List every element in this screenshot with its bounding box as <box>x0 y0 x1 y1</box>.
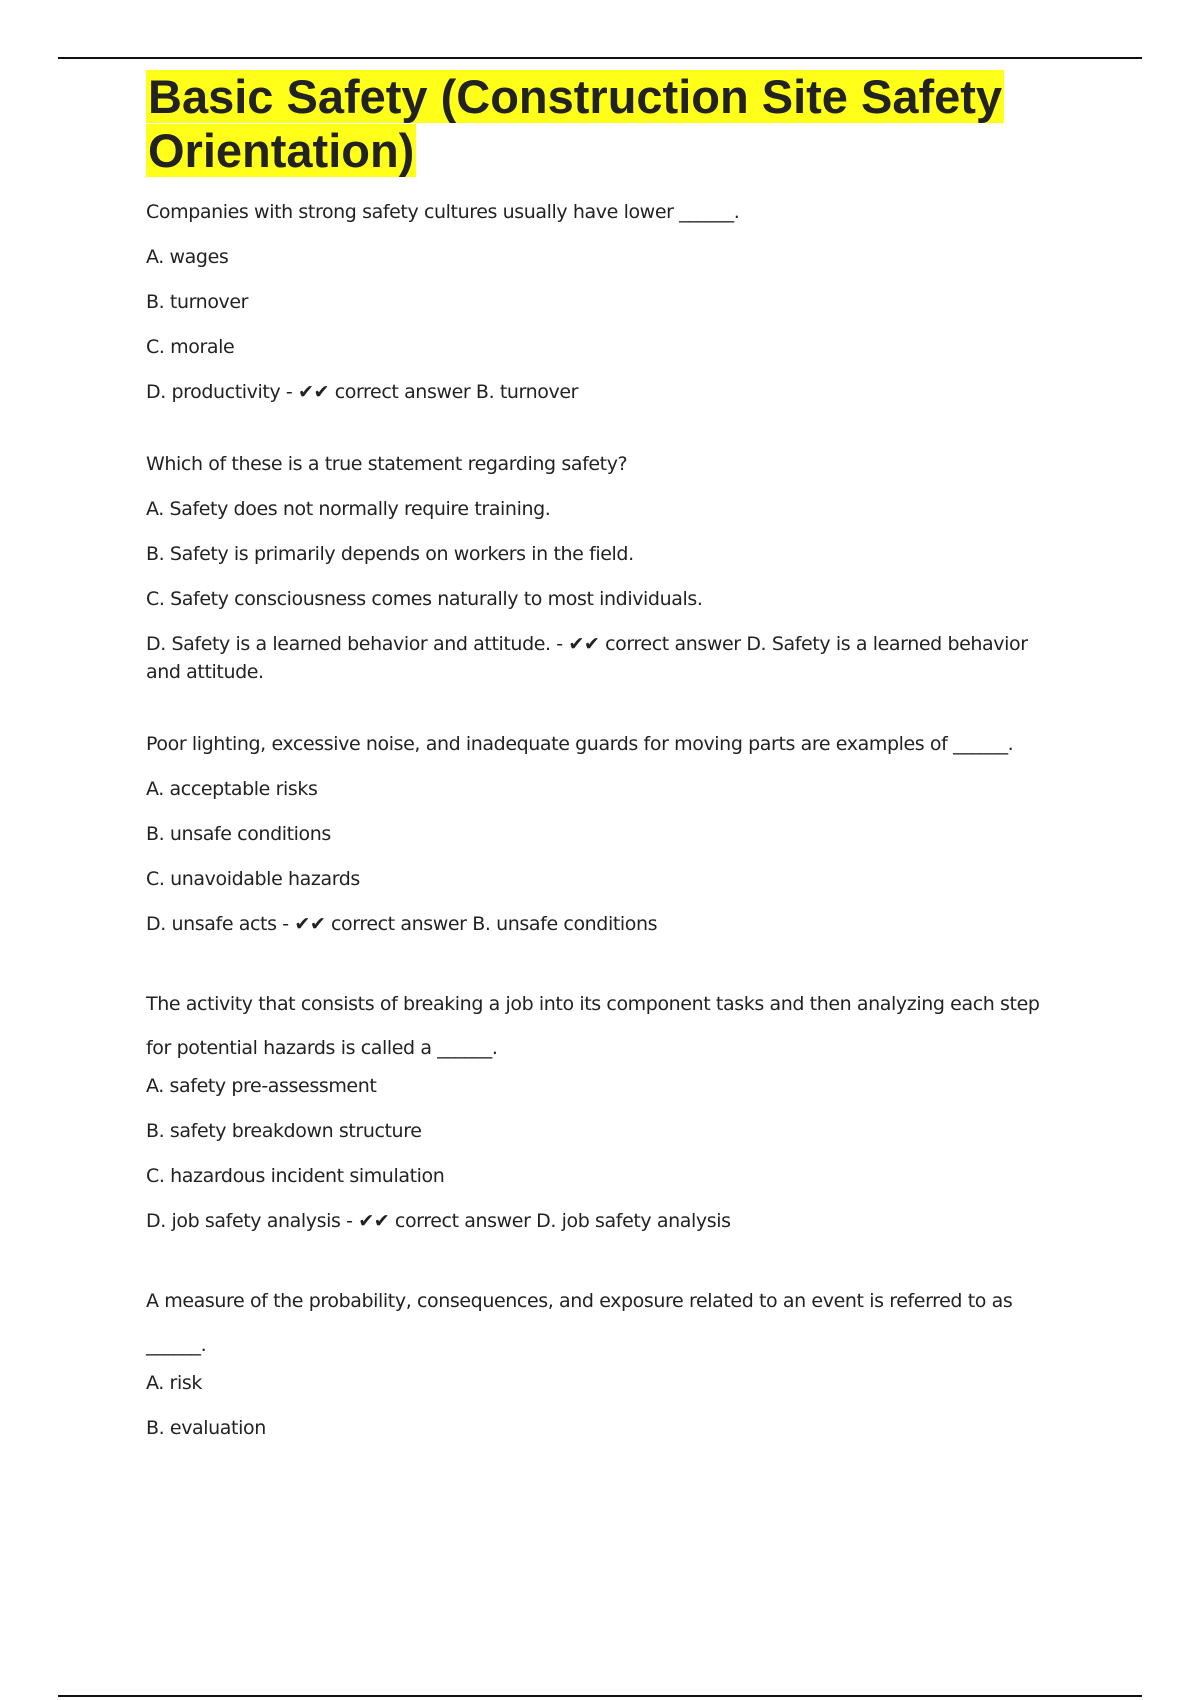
answer-option-with-correct-answer: D. productivity - ✔✔ correct answer B. turnover <box>146 381 579 403</box>
answer-option: C. hazardous incident simulation <box>146 1165 445 1187</box>
question-block-4 <box>146 982 1066 1235</box>
top-rule <box>58 57 1142 59</box>
answer-option: A. acceptable risks <box>146 778 318 800</box>
answer-option: A. risk <box>146 1372 202 1394</box>
question-block-5 <box>146 1279 1066 1442</box>
answer-option-with-correct-answer: D. unsafe acts - ✔✔ correct answer B. unsafe conditions <box>146 913 658 935</box>
answer-option: A. Safety does not normally require training. <box>146 498 551 520</box>
answer-option-with-correct-answer: D. Safety is a learned behavior and attitude. - ✔✔ correct answer D. Safety is a learned behavior and attitude. <box>146 633 1028 683</box>
bottom-rule <box>58 1695 1142 1697</box>
answer-option: C. morale <box>146 336 235 358</box>
answer-option: C. unavoidable hazards <box>146 868 360 890</box>
question-block-2 <box>146 450 1066 686</box>
document-title <box>146 70 1066 178</box>
question-text: The activity that consists of breaking a job into its component tasks and then analyzing each step for potential hazards is called a ______. <box>146 993 1040 1059</box>
question-text: Which of these is a true statement regarding safety? <box>146 453 628 475</box>
question-text: Companies with strong safety cultures usually have lower ______. <box>146 201 740 223</box>
answer-option: C. Safety consciousness comes naturally to most individuals. <box>146 588 703 610</box>
answer-option: B. evaluation <box>146 1417 266 1439</box>
answer-option: B. Safety is primarily depends on workers in the field. <box>146 543 634 565</box>
question-text: Poor lighting, excessive noise, and inadequate guards for moving parts are examples of ______. <box>146 733 1014 755</box>
document-title-text: Basic Safety (Construction Site Safety Orientation) <box>148 70 1003 177</box>
document-body <box>146 70 1066 1486</box>
answer-option-with-correct-answer: D. job safety analysis - ✔✔ correct answer D. job safety analysis <box>146 1210 731 1232</box>
question-block-3 <box>146 730 1066 938</box>
answer-option: A. wages <box>146 246 229 268</box>
answer-option: B. safety breakdown structure <box>146 1120 422 1142</box>
answer-option: A. safety pre-assessment <box>146 1075 377 1097</box>
answer-option: B. turnover <box>146 291 249 313</box>
answer-option: B. unsafe conditions <box>146 823 331 845</box>
question-block-1 <box>146 198 1066 406</box>
question-text: A measure of the probability, consequences, and exposure related to an event is referred to as ______. <box>146 1290 1013 1356</box>
